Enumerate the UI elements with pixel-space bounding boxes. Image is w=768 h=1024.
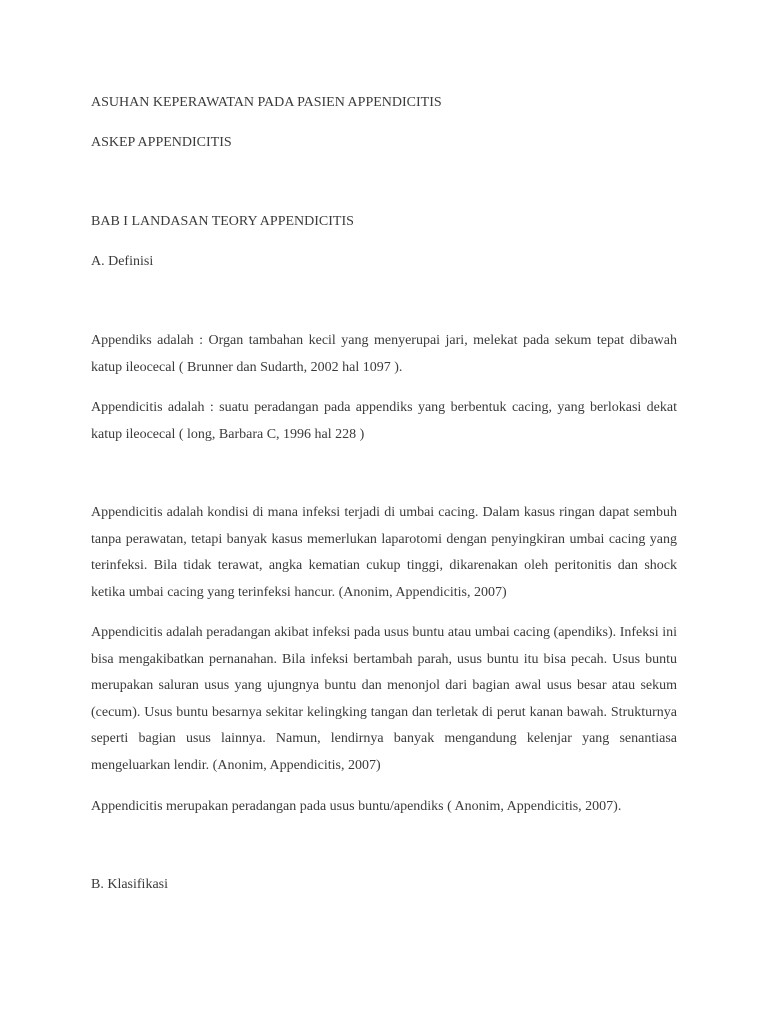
paragraph-appendicitis-summary: Appendicitis merupakan peradangan pada usus buntu/apendiks ( Anonim, Appendicitis, 2007). xyxy=(91,799,622,814)
paragraph-appendiks-definition: Appendiks adalah : Organ tambahan kecil yang menyerupai jari, melekat pada sekum tepat dibawah katup ileocecal ( Brunner dan Sudarth, 2002 hal 1097 ). xyxy=(91,333,677,375)
paragraph-appendicitis-inflammation: Appendicitis adalah peradangan akibat infeksi pada usus buntu atau umbai cacing (apendiks). Infeksi ini bisa mengakibatkan pernanahan. Bila infeksi bertambah parah, usus buntu itu bisa pecah. Usus buntu merupakan saluran usus yang ujungnya buntu dan menonjol dari bagian awal usus besar atau sekum (cecum). Usus buntu besarnya sekitar kelingking tangan dan terletak di perut kanan bawah. Strukturnya seperti bagian usus lainnya. Namun, lendirnya banyak mengandung kelenjar yang senantiasa mengeluarkan lendir. (Anonim, Appendicitis, 2007) xyxy=(91,625,677,773)
chapter-heading: BAB I LANDASAN TEORY APPENDICITIS xyxy=(91,214,354,229)
document-subtitle: ASKEP APPENDICITIS xyxy=(91,135,232,150)
document-title: ASUHAN KEPERAWATAN PADA PASIEN APPENDICITIS xyxy=(91,95,442,110)
paragraph-appendicitis-definition-long: Appendicitis adalah : suatu peradangan pada appendiks yang berbentuk cacing, yang berlokasi dekat katup ileocecal ( long, Barbara C, 1996 hal 228 ) xyxy=(91,400,677,442)
section-heading-definisi: A. Definisi xyxy=(91,254,154,269)
section-heading-klasifikasi: B. Klasifikasi xyxy=(91,877,168,892)
paragraph-appendicitis-infection: Appendicitis adalah kondisi di mana infeksi terjadi di umbai cacing. Dalam kasus ringan dapat sembuh tanpa perawatan, tetapi banyak kasus memerlukan laparotomi dengan penyingkiran umbai cacing yang terinfeksi. Bila tidak terawat, angka kematian cukup tinggi, dikarenakan oleh peritonitis dan shock ketika umbai cacing yang terinfeksi hancur. (Anonim, Appendicitis, 2007) xyxy=(91,505,677,600)
